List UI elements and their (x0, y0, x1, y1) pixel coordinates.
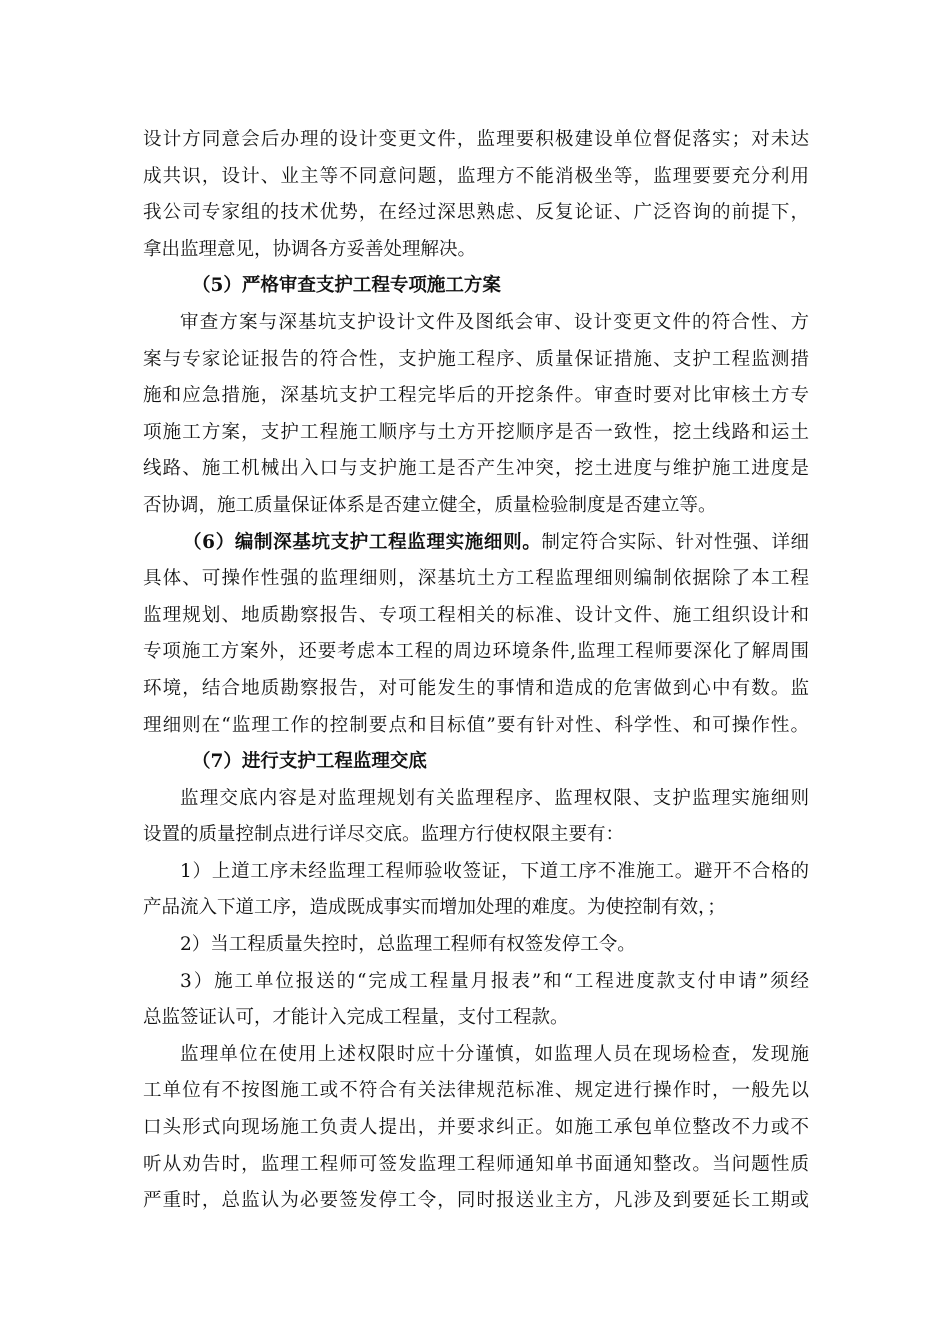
paragraph-line: 监理规划、地质勘察报告、专项工程相关的标准、设计文件、施工组织设计和 (143, 604, 809, 626)
paragraph-line: 专项施工方案外，还要考虑本工程的周边环境条件,监理工程师要深化了解周围 (143, 641, 809, 663)
paragraph-line: 听从劝告时，监理工程师可签发监理工程师通知单书面通知整改。当问题性质 (143, 1153, 809, 1175)
document-body (143, 122, 809, 1220)
section-heading-7: （7）进行支护工程监理交底 (192, 751, 427, 773)
paragraph-text: 制定符合实际、针对性强、详细 (541, 531, 809, 553)
paragraph-line: 严重时，总监认为必要签发停工令，同时报送业主方，凡涉及到要延长工期或 (143, 1190, 809, 1212)
section-heading-6-line (143, 525, 809, 562)
paragraph-line: 环境，结合地质勘察报告，对可能发生的事情和造成的危害做到心中有数。监 (143, 677, 809, 699)
paragraph-line: 审查方案与深基坑支护设计文件及图纸会审、设计变更文件的符合性、方 (180, 311, 809, 333)
paragraph-line: 监理交底内容是对监理规划有关监理程序、监理权限、支护监理实施细则 (180, 787, 809, 809)
paragraph-line: 项施工方案，支护工程施工顺序与土方开挖顺序是否一致性，挖土线路和运土 (143, 421, 809, 443)
paragraph-line: 具体、可操作性强的监理细则，深基坑土方工程监理细则编制依据除了本工程 (143, 568, 809, 590)
paragraph-line: 我公司专家组的技术优势，在经过深思熟虑、反复论证、广泛咨询的前提下， (143, 202, 809, 224)
list-item-1: 1）上道工序未经监理工程师验收签证，下道工序不准施工。避开不合格的 (180, 860, 809, 882)
list-item-2: 2）当工程质量失控时，总监理工程师有权签发停工令。 (180, 934, 636, 956)
list-item-3: 3）施工单位报送的“完成工程量月报表”和“工程进度款支付申请”须经 (180, 970, 809, 992)
section-heading-6: （6）编制深基坑支护工程监理实施细则。 (183, 531, 542, 553)
paragraph-line: 口头形式向现场施工负责人提出，并要求纠正。如施工承包单位整改不力或不 (143, 1117, 809, 1139)
paragraph-line: 案与专家论证报告的符合性，支护施工程序、质量保证措施、支护工程监测措 (143, 348, 809, 370)
paragraph-line: 工单位有不按图施工或不符合有关法律规范标准、规定进行操作时，一般先以 (143, 1080, 809, 1102)
paragraph-line: 线路、施工机械出入口与支护施工是否产生冲突，挖土进度与维护施工进度是 (143, 458, 809, 480)
section-heading-5: （5）严格审查支护工程专项施工方案 (192, 275, 501, 297)
paragraph-line: 拿出监理意见，协调各方妥善处理解决。 (143, 238, 477, 260)
paragraph-line: 设置的质量控制点进行详尽交底。监理方行使权限主要有： (143, 824, 625, 846)
paragraph-line: 否协调，施工质量保证体系是否建立健全，质量检验制度是否建立等。 (143, 494, 717, 516)
paragraph-line: 设计方同意会后办理的设计变更文件，监理要积极建设单位督促落实；对未达 (143, 129, 809, 150)
paragraph-line: 理细则在“监理工作的控制要点和目标值”要有针对性、科学性、和可操作性。 (143, 714, 809, 736)
paragraph-line: 成共识，设计、业主等不同意问题，监理方不能消极坐等，监理要要充分利用 (143, 165, 809, 187)
paragraph-line: 监理单位在使用上述权限时应十分谨慎，如监理人员在现场检查，发现施 (180, 1043, 809, 1065)
paragraph-line: 产品流入下道工序，造成既成事实而增加处理的难度。为使控制有效，； (143, 897, 726, 919)
paragraph-line: 总监签证认可，才能计入完成工程量，支付工程款。 (143, 1007, 569, 1029)
paragraph-line: 施和应急措施，深基坑支护工程完毕后的开挖条件。审查时要对比审核土方专 (143, 385, 809, 407)
